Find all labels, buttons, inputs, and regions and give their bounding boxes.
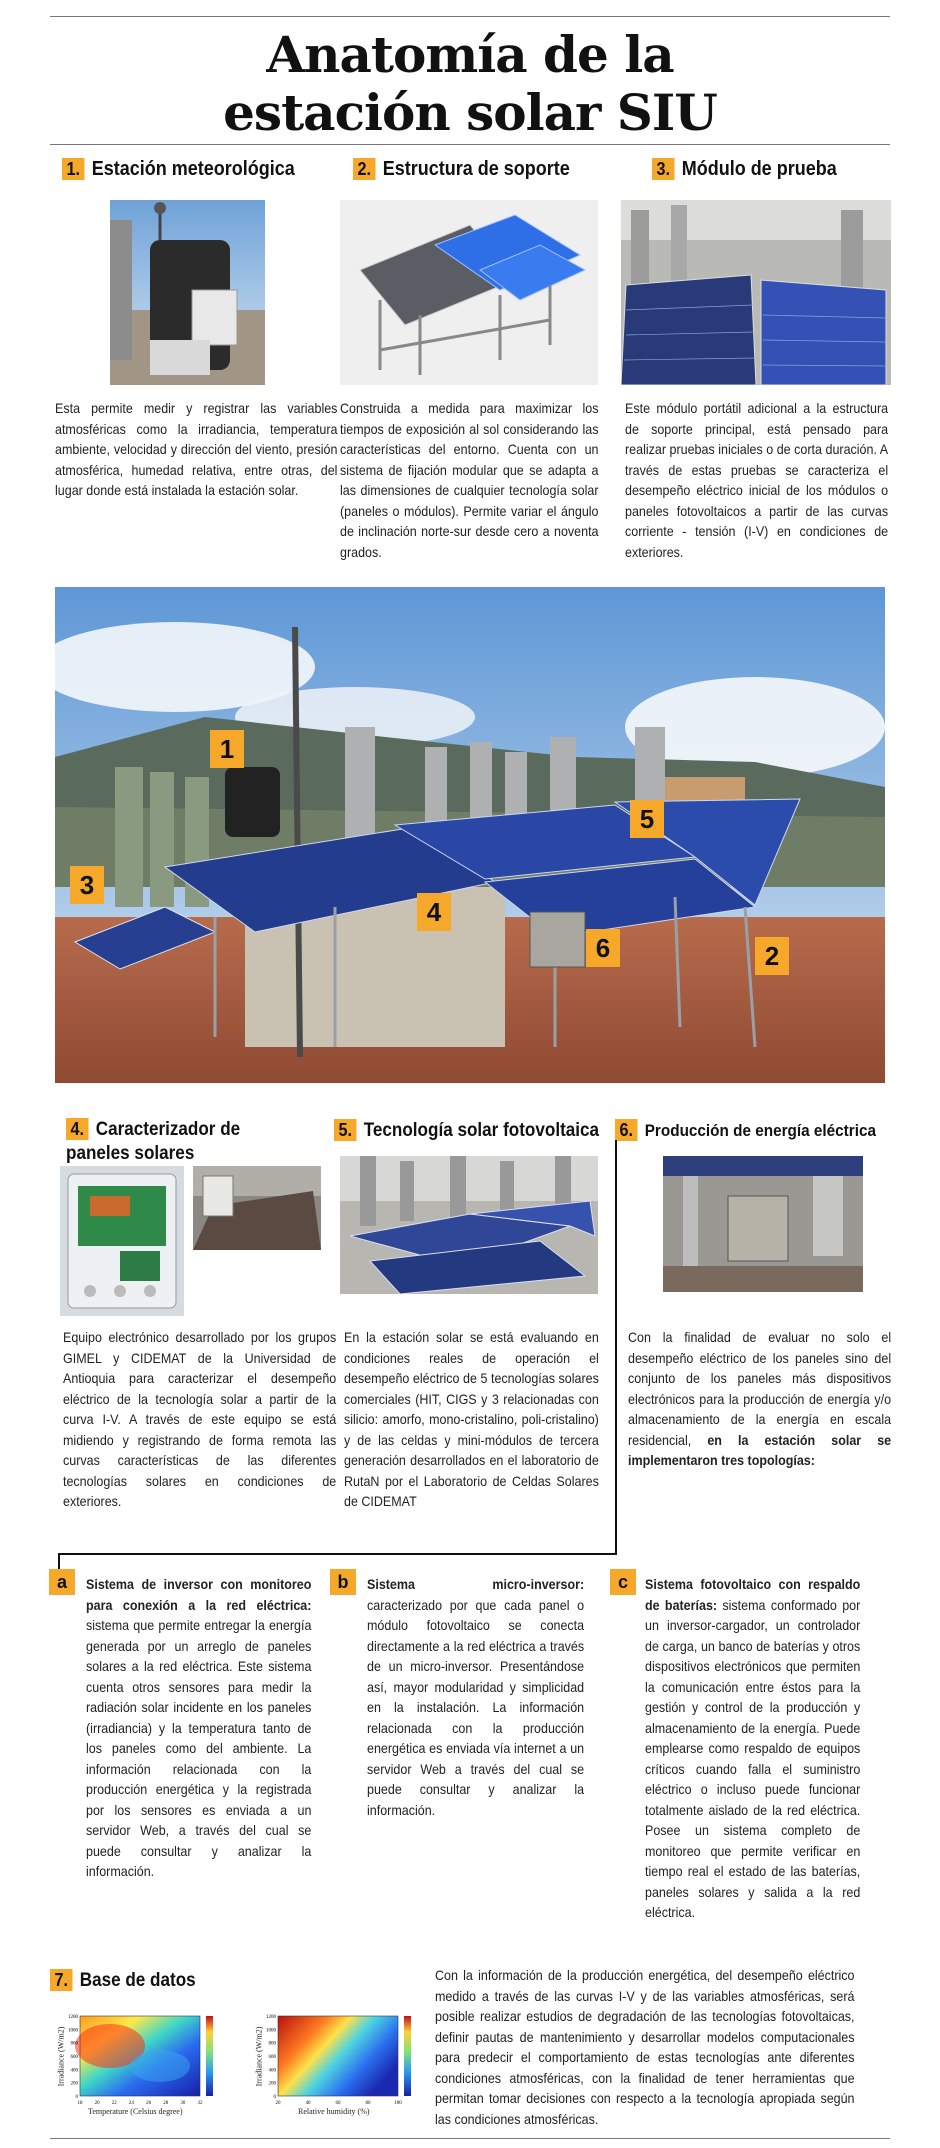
x-tick-label: 100 [394,2101,402,2106]
y-tick-label: 1200 [68,2015,78,2020]
y-tick-label: 0 [273,2095,276,2100]
bottom-rule [50,2138,890,2139]
section-2-heading: 2. Estructura de soporte [353,157,570,181]
x-tick-label: 20 [94,2101,100,2106]
page-title: Anatomía de la estación solar SIU [223,25,717,142]
characterizer-field-photo [193,1166,321,1250]
x-tick-label: 18 [77,2101,83,2106]
section-6-text: Con la finalidad de evaluar no solo el desempeño eléctrico de los paneles sino del conjunto de los paneles más dispositivos electrónicos para la producción de energía y/o almacenamiento de la energía en escala residencial, en la estación solar se implementaron tres topologías: [628,1330,892,1468]
x-tick-label: 26 [146,2101,152,2106]
topology-b-text: Sistema micro-inversor: caracterizado por que cada panel o módulo fotovoltaico se conecta directamente a la red eléctrica a través de un micro-inversor. Presentándose así, mayor modularidad y simplicidad en la instalación. La información relacionada con la producción energética es enviada vía internet a un servidor Web a través del cual se puede consultar y analizar la información. [367,1577,585,1818]
x-tick-label: 60 [335,2101,341,2106]
section-1-heading: 1. Estación meteorológica [62,157,295,181]
characterizer-board-photo [60,1166,184,1316]
marker-4: 4 [417,893,451,931]
y-tick-label: 800 [268,2041,276,2047]
section-2-text: Construida a medida para maximizar los tiempos de exposición al sol considerando las características del entorno. Cuenta con un sistema de fijación modular que se adapta a las dimensiones de cualquier tecnología solar (paneles o módulos). Permite variar el ángulo de inclinación norte-sur desde cero a noventa grados. [340,401,599,560]
chart2-xlabel: Relative humidity (%) [298,2107,370,2116]
marker-5: 5 [630,800,664,838]
section-3-text: Este módulo portátil adicional a la estructura de soporte principal, está pensado para realizar pruebas iniciales o de corta duración. A través de estas pruebas se caracteriza el desempeño eléctrico inicial de los módulos o paneles fotovoltaicos a partir de las curvas corriente - tensión (I-V) en condiciones de exteriores. [625,401,889,560]
y-tick-label: 800 [70,2041,78,2047]
section-7-heading: 7. Base de datos [50,1969,196,1993]
y-tick-label: 0 [75,2095,78,2100]
y-tick-label: 200 [268,2081,276,2087]
x-tick-label: 32 [197,2101,203,2106]
section-1-text: Esta permite medir y registrar las variables atmosféricas como la irradiancia, temperatura ambiente, velocidad y dirección del viento, presión atmosférica, humedad relativa, entre otras, del lugar donde está instalada la estación solar. [55,401,338,498]
topology-b-letter: b [330,1569,356,1595]
y-tick-label: 200 [70,2081,78,2087]
y-tick-label: 600 [70,2055,78,2060]
x-tick-label: 40 [305,2101,311,2106]
marker-1: 1 [210,730,244,768]
x-tick-label: 20 [275,2101,281,2106]
support-structure-render [340,200,598,385]
irradiance-humidity-heatmap [248,2006,428,2118]
x-tick-label: 28 [163,2101,169,2106]
top-rule [50,16,890,17]
topology-c-letter: c [610,1569,636,1595]
marker-6: 6 [586,929,620,967]
weather-station-photo [110,200,265,385]
section-4-text: Equipo electrónico desarrollado por los grupos GIMEL y CIDEMAT de la Universidad de Antioquia para caracterizar el desempeño eléctrico de la tecnología solar a partir de la curva I-V. A través de este equipo se está midiendo y registrando de forma remota las curvas características de las diferentes tecnologías solares en condiciones de exteriores. [63,1330,337,1509]
irradiance-temperature-heatmap [50,2006,230,2118]
solar-station-main-photo [55,587,885,1083]
title-rule [50,144,890,145]
marker-2: 2 [755,937,789,975]
section-6-heading: 6. Producción de energía eléctrica [615,1119,876,1143]
x-tick-label: 22 [111,2101,117,2106]
chart1-ylabel: Irradiance (W/m2) [56,2026,66,2087]
x-tick-label: 80 [365,2101,371,2106]
x-tick-label: 24 [128,2101,134,2106]
section-6-bracket-vertical [615,1140,617,1555]
test-module-photo [621,200,891,385]
chart1-xlabel: Temperature (Celsius degree) [88,2107,183,2116]
section-5-text: En la estación solar se está evaluando en condiciones reales de operación el desempeño eléctrico de 5 tecnologías solares comerciales (HIT, CIGS y 3 relacionadas con silicio: amorfo, mono-cristalino, poli-cristalino) y de las celdas y mini-módulos de tercera generación desarrollados en el laboratorio de RutaN por el Laboratorio de Celdas Solares de CIDEMAT [344,1330,599,1509]
section-5-heading: 5. Tecnología solar fotovoltaica [334,1119,599,1143]
energy-production-photo [663,1156,863,1292]
pv-technology-photo [340,1156,598,1294]
y-tick-label: 400 [268,2068,276,2074]
section-6-bracket-horizontal [58,1553,617,1555]
y-tick-label: 600 [268,2055,276,2060]
topology-a-text: Sistema de inversor con monitoreo para conexión a la red eléctrica: sistema que permite entregar la energía generada por un arreglo de paneles solares a la red eléctrica. Este sistema cuenta otros sensores para medir la radiación solar incidente en los paneles (irradiancia) y la temperatura tanto de los paneles como del ambiente. La información relacionada con la producción energética y la registrada por los sensores es enviada a un servidor Web, a través del cual se puede consultar y analizar la información. [86,1577,312,1879]
y-tick-label: 1000 [68,2028,78,2034]
topology-a-letter: a [49,1569,75,1595]
section-3-heading: 3. Módulo de prueba [652,157,837,181]
x-tick-label: 30 [180,2101,186,2106]
y-tick-label: 1000 [266,2028,276,2034]
section-7-text: Con la información de la producción energética, del desempeño eléctrico medido a través de las curvas I-V y de las variables atmosféricas, será posible realizar estudios de degradación de las tecnologías fotovoltaicas, definir pautas de mantenimiento y desarrollar modelos computacionales para predecir el comportamiento de estas tecnologías ante diferentes condiciones atmosféricas, con la finalidad de tener herramientas que permitan tomar decisiones con respecto a la tecnología apropiada según las condiciones atmosféricas. [435,1968,855,2127]
y-tick-label: 1200 [266,2015,276,2020]
section-4-heading: 4. Caracterizador de paneles solares [66,1119,241,1164]
chart2-ylabel: Irradiance (W/m2) [254,2026,264,2087]
marker-3: 3 [70,866,104,904]
topology-c-text: Sistema fotovoltaico con respaldo de baterías: sistema conformado por un inversor-cargador, un controlador de carga, un banco de baterías y otros dispositivos electrónicos que permiten la comunicación entre éstos para la gestión y control de la producción y almacenamiento de la energía. Puede emplearse como respaldo de equipos críticos cuando falla el suministro eléctrico o incluso puede funcionar totalmente aislado de la red eléctrica. Posee un sistema completo de monitoreo que permite verificar en tiempo real el estado de las baterías, paneles solares y salida a la red eléctrica. [645,1577,861,1920]
y-tick-label: 400 [70,2068,78,2074]
